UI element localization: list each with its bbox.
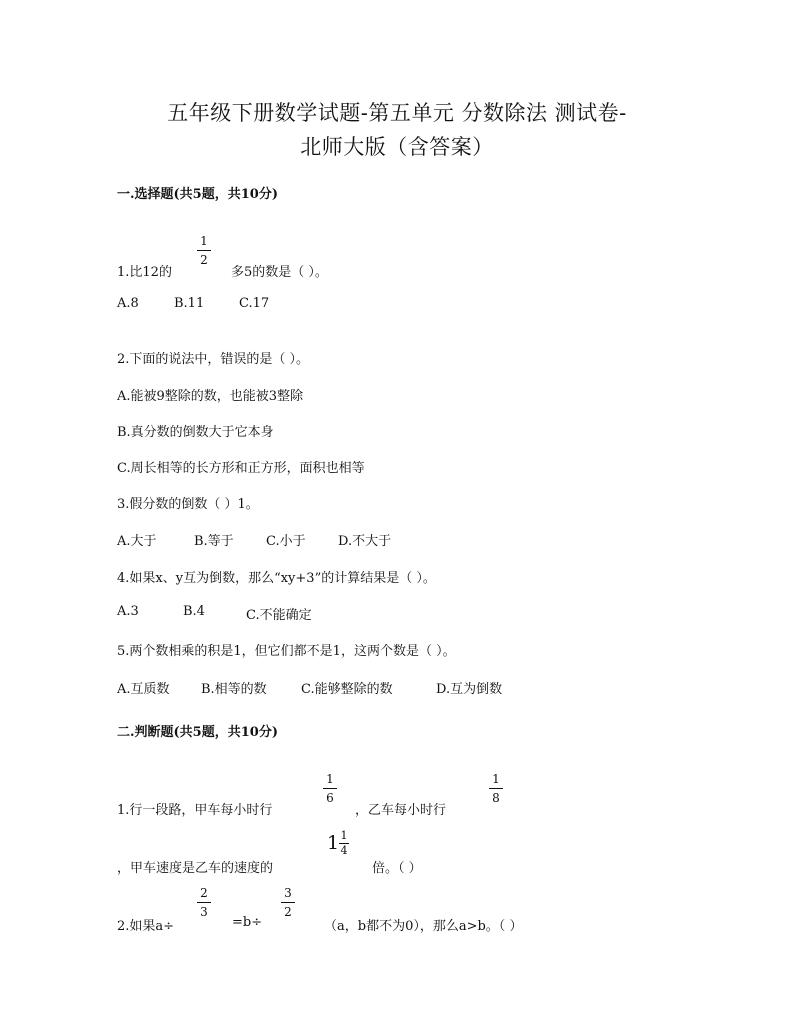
j1-mixed-number <box>327 829 348 857</box>
q1-fraction-numerator: 1 <box>200 234 208 248</box>
page-title-line1: 五年级下册数学试题-第五单元 分数除法 测试卷- <box>167 101 627 125</box>
j1-fraction-2 <box>486 772 506 805</box>
j1-fraction-1 <box>320 772 340 805</box>
j2-suffix: （a，b都不为0），那么a>b。（ ） <box>324 919 523 934</box>
q5-option-c[interactable]: C.能够整除的数 <box>301 682 393 697</box>
j2-fraction-1-denominator: 3 <box>200 905 208 919</box>
j2-fraction-2-denominator: 2 <box>284 905 292 919</box>
q4-option-a[interactable]: A.3 <box>117 604 139 619</box>
q1-fraction <box>194 234 214 267</box>
q2-option-a[interactable]: A.能被9整除的数，也能被3整除 <box>117 389 304 404</box>
q5-option-d[interactable]: D.互为倒数 <box>436 682 503 697</box>
j2-fraction-1 <box>194 886 214 919</box>
q2-option-c[interactable]: C.周长相等的长方形和正方形，面积也相等 <box>117 461 365 476</box>
j1-fraction-2-denominator: 8 <box>492 791 500 805</box>
q1-suffix: 多5的数是（ ）。 <box>231 265 328 280</box>
j1-line2-prefix: ，甲车速度是乙车的速度的 <box>117 861 274 876</box>
j1-mixed-numerator: 1 <box>340 829 348 842</box>
q1-fraction-denominator: 2 <box>200 253 208 267</box>
j1-mixed-fraction <box>337 830 351 857</box>
q1-option-b[interactable]: B.11 <box>174 296 205 311</box>
j2-middle: =b÷ <box>232 915 263 930</box>
page-title-line2: 北师大版（含答案） <box>300 135 494 159</box>
q3-option-a[interactable]: A.大于 <box>117 534 157 549</box>
q3-option-c[interactable]: C.小于 <box>266 534 306 549</box>
section-heading-judgment: 二.判断题(共5题，共10分) <box>117 725 278 740</box>
j2-fraction-1-numerator: 2 <box>200 886 208 900</box>
q5-option-a[interactable]: A.互质数 <box>117 682 170 697</box>
j1-line2-suffix: 倍。（ ） <box>372 861 422 876</box>
j1-fraction-2-numerator: 1 <box>492 772 500 786</box>
q2-question: 2.下面的说法中，错误的是（ ）。 <box>117 352 310 367</box>
q4-option-c[interactable]: C.不能确定 <box>246 608 312 623</box>
q4-question: 4.如果x、y互为倒数，那么“xy+3”的计算结果是（ ）。 <box>117 571 436 586</box>
j2-fraction-2 <box>278 886 298 919</box>
q1-option-c[interactable]: C.17 <box>239 296 270 311</box>
q2-option-b[interactable]: B.真分数的倒数大于它本身 <box>117 425 274 440</box>
j1-middle: ，乙车每小时行 <box>355 803 447 818</box>
j1-mixed-denominator: 4 <box>340 844 348 857</box>
j1-prefix: 1.行一段路，甲车每小时行 <box>117 803 273 818</box>
q1-option-a[interactable]: A.8 <box>117 296 139 311</box>
j2-fraction-2-numerator: 3 <box>284 886 292 900</box>
q5-option-b[interactable]: B.相等的数 <box>201 682 267 697</box>
q1-prefix: 1.比12的 <box>117 265 172 280</box>
j2-prefix: 2.如果a÷ <box>117 919 175 934</box>
section-heading-choice: 一.选择题(共5题，共10分) <box>117 187 278 202</box>
j1-fraction-1-numerator: 1 <box>326 772 334 786</box>
j1-fraction-1-denominator: 6 <box>326 791 334 805</box>
q4-option-b[interactable]: B.4 <box>183 604 205 619</box>
j1-mixed-whole: 1 <box>327 832 340 854</box>
q3-question: 3.假分数的倒数（ ）1。 <box>117 497 259 512</box>
q3-option-b[interactable]: B.等于 <box>194 534 234 549</box>
q3-option-d[interactable]: D.不大于 <box>338 534 392 549</box>
q5-question: 5.两个数相乘的积是1，但它们都不是1，这两个数是（ ）。 <box>117 644 456 659</box>
